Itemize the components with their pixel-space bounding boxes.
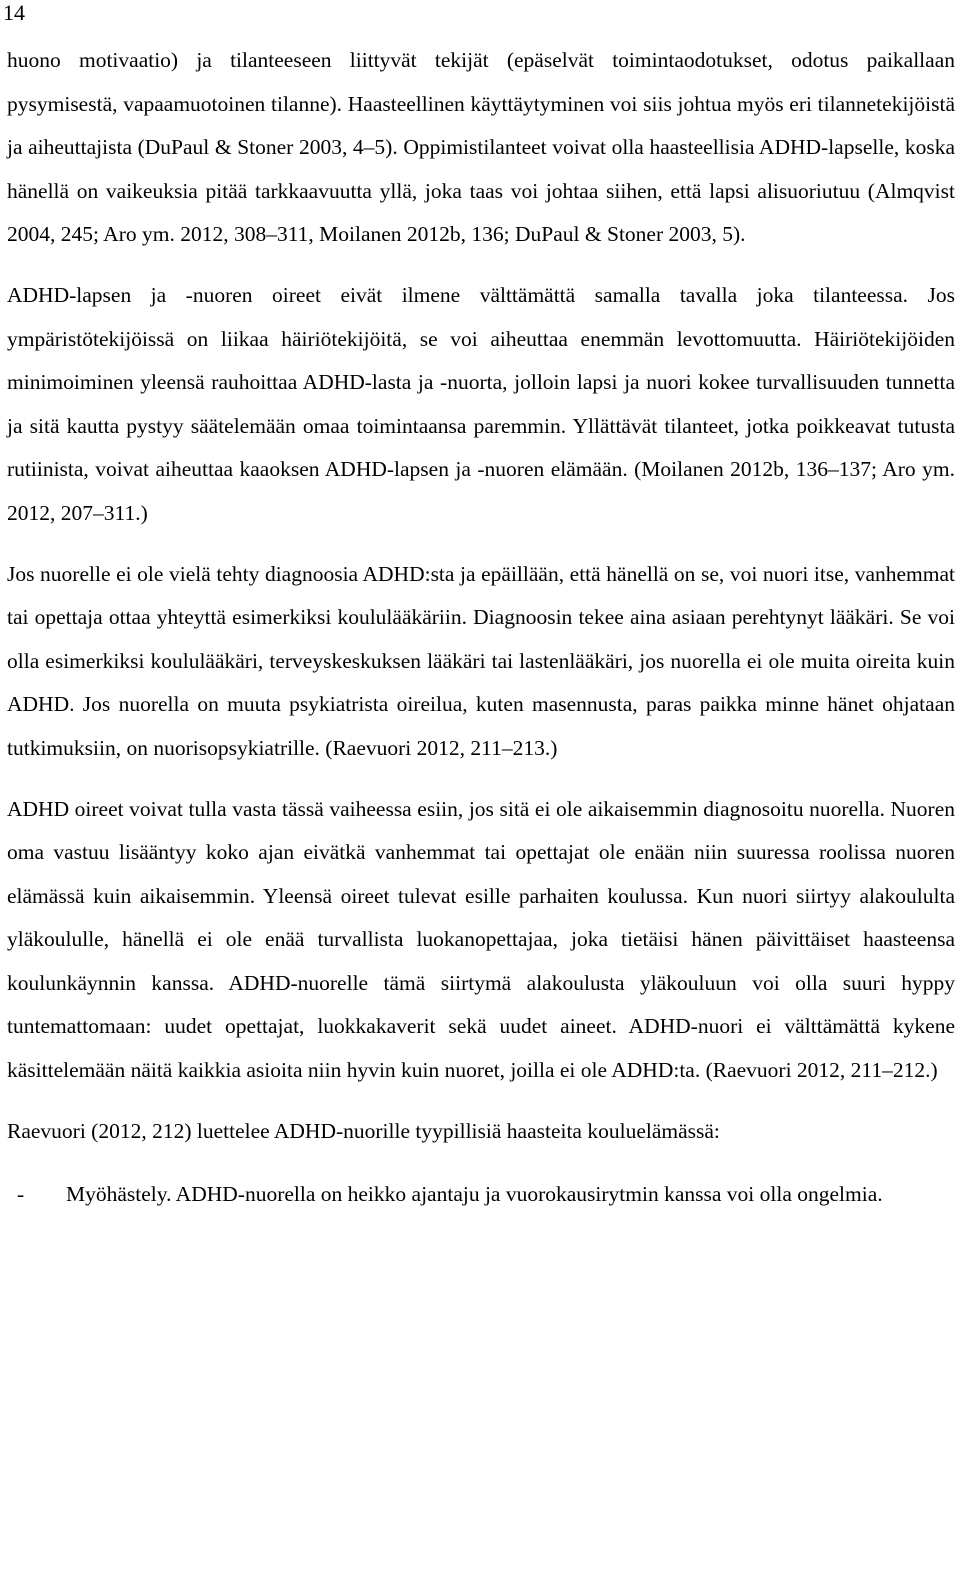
list-marker: - [17,1182,25,1207]
page-number: 14 [3,0,25,25]
paragraph-symptoms: ADHD-lapsen ja -nuoren oireet eivät ilmene välttämättä samalla tavalla joka tilanteessa. Jos ympäristötekijöissä on liikaa häiriötekijöitä, se voi aiheuttaa enemmän levottomuutta. Häiriötekijöiden minimoiminen yleensä rauhoittaa ADHD-lasta ja -nuorta, jolloin lapsi ja nuori kokee turvallisuuden tunnetta ja sitä kautta pystyy säätelemään omaa toimintaansa paremmin. Yllättävät tilanteet, jotka poikkeavat tutusta rutiinista, voivat aiheuttaa kaaoksen ADHD-lapsen ja -nuoren elämään. (Moilanen 2012b, 136–137; Aro ym. 2012, 207–311.) [7,282,955,525]
paragraph-motivation: huono motivaatio) ja tilanteeseen liittyvät tekijät (epäselvät toimintaodotukset, odotus paikallaan pysymisestä, vapaamuotoinen tilanne). Haasteellinen käyttäytyminen voi siis johtua myös eri tilannetekijöistä ja aiheuttajista (DuPaul & Stoner 2003, 4–5). Oppimistilanteet voivat olla haasteellisia ADHD-lapselle, koska hänellä on vaikeuksia pitää tarkkaavuutta yllä, joka taas voi johtaa siihen, että lapsi alisuoriutuu (Almqvist 2004, 245; Aro ym. 2012, 308–311, Moilanen 2012b, 136; DuPaul & Stoner 2003, 5). [7,48,955,247]
paragraph-challenges-intro: Raevuori (2012, 212) luettelee ADHD-nuorille tyypillisiä haasteita kouluelämässä: [7,1118,720,1143]
paragraph-diagnosis: Jos nuorelle ei ole vielä tehty diagnoosia ADHD:sta ja epäillään, että hänellä on se, voi nuori itse, vanhemmat tai opettaja ottaa yhteyttä esimerkiksi koululääkäriin. Diagnoosin tekee aina asiaan perehtynyt lääkäri. Se voi olla esimerkiksi koululääkäri, terveyskeskuksen lääkäri tai lastenlääkäri, jos nuorella ei ole muita oireita kuin ADHD. Jos nuorella on muuta psykiatrista oireilua, kuten masennusta, paras paikka minne hänet ohjataan tutkimuksiin, on nuorisopsykiatrille. (Raevuori 2012, 211–213.) [7,561,955,760]
list-item-text: Myöhästely. ADHD-nuorella on heikko ajantaju ja vuorokausirytmin kanssa voi olla ongelmia. [66,1182,883,1207]
document-body [7,39,955,1208]
list-item [7,1181,955,1208]
challenges-list [7,1181,955,1208]
paragraph-school-transition: ADHD oireet voivat tulla vasta tässä vaiheessa esiin, jos sitä ei ole aikaisemmin diagnosoitu nuorella. Nuoren oma vastuu lisääntyy koko ajan eivätkä vanhemmat tai opettajat ole enään niin suuressa roolissa nuoren elämässä kuin aikaisemmin. Yleensä oireet tulevat esille parhaiten koulussa. Kun nuori siirtyy alakoululta yläkoululle, hänellä ei ole enää turvallista luokanopettajaa, joka tietäisi hänen päivittäiset haasteensa koulunkäynnin kanssa. ADHD-nuorelle tämä siirtymä alakoulusta yläkouluun voi olla suuri hyppy tuntemattomaan: uudet opettajat, luokkakaverit sekä uudet aineet. ADHD-nuori ei välttämättä kykene käsittelemään näitä kaikkia asioita niin hyvin kuin nuoret, joilla ei ole ADHD:ta. (Raevuori 2012, 211–212.) [7,796,955,1083]
